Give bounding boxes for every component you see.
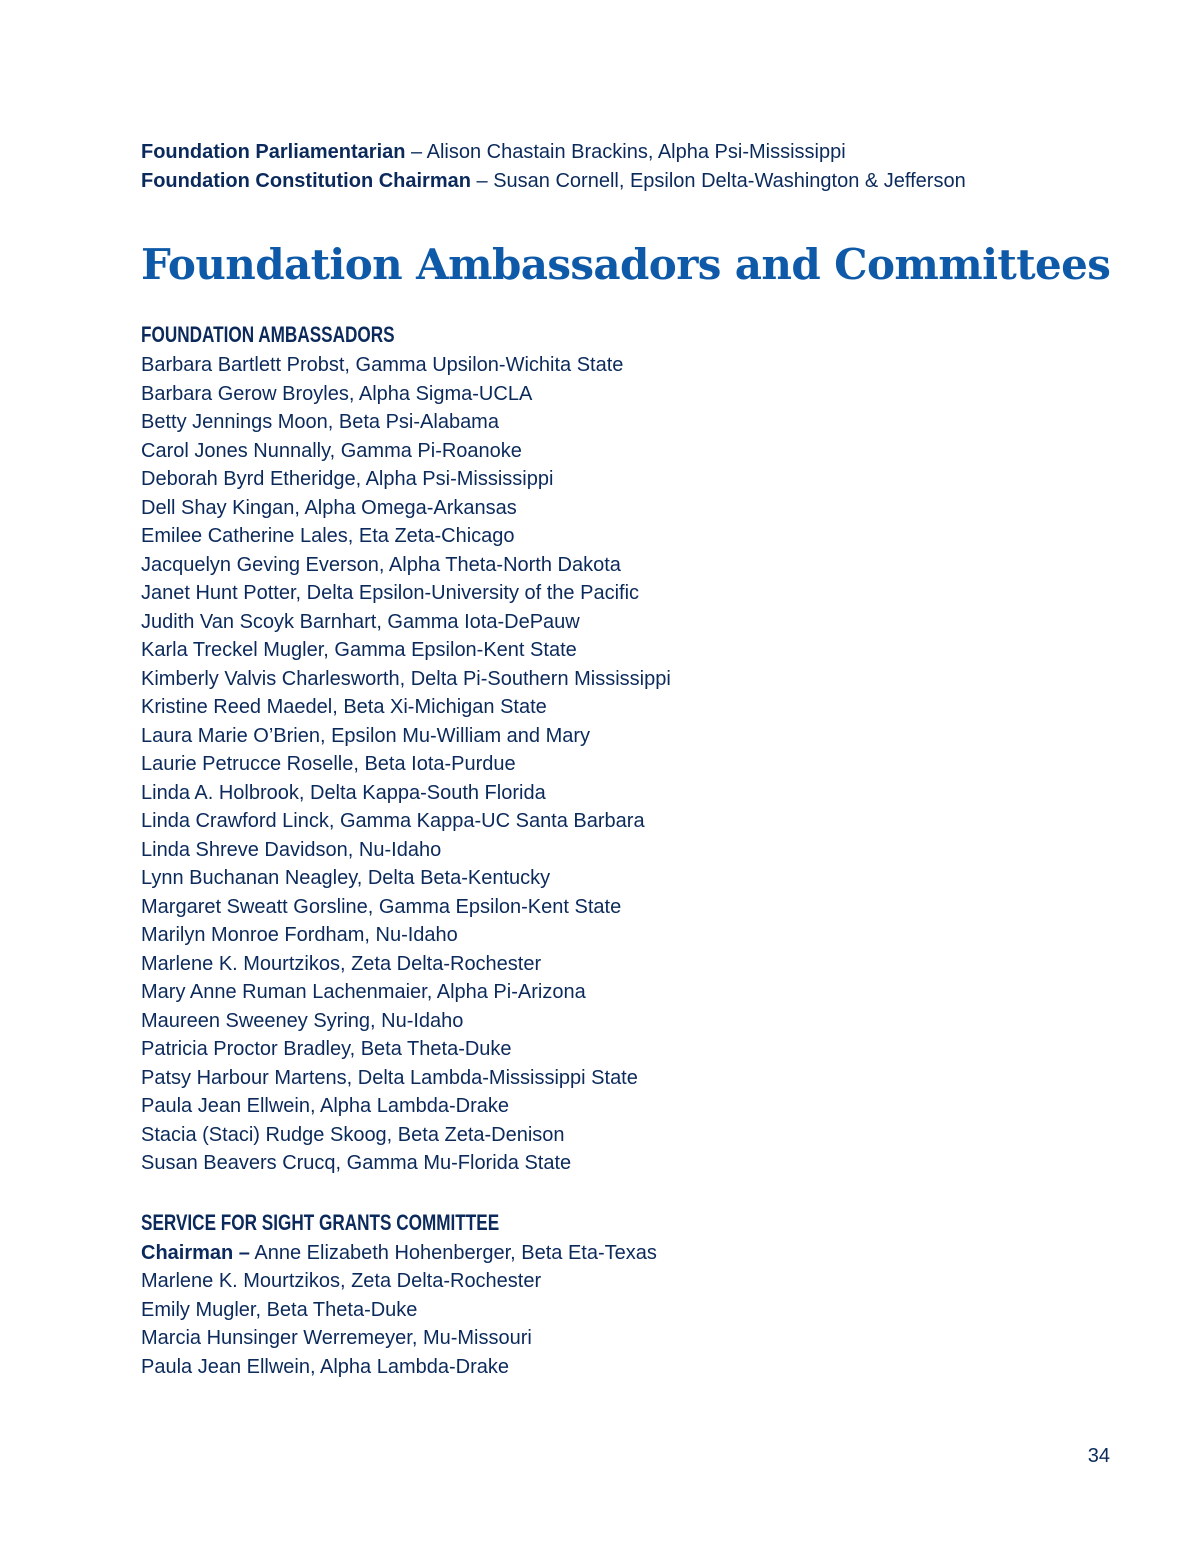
list-item: Susan Beavers Crucq, Gamma Mu-Florida State [141, 1152, 572, 1175]
officers-block [141, 138, 1131, 195]
chair-person: Anne Elizabeth Hohenberger, Beta Eta-Texas [249, 1241, 657, 1264]
list-item: Mary Anne Ruman Lachenmaier, Alpha Pi-Arizona [141, 981, 586, 1004]
officer-parliamentarian [141, 138, 1131, 167]
ambassadors-section [141, 321, 1131, 1178]
document-page [141, 138, 1131, 1381]
list-item: Dell Shay Kingan, Alpha Omega-Arkansas [141, 496, 517, 519]
list-item: Janet Hunt Potter, Delta Epsilon-University of the Pacific [141, 582, 640, 605]
committee-chair [141, 1239, 1131, 1268]
list-item: Barbara Gerow Broyles, Alpha Sigma-UCLA [141, 382, 533, 405]
list-item: Patsy Harbour Martens, Delta Lambda-Mississippi State [141, 1066, 638, 1089]
list-item: Margaret Sweatt Gorsline, Gamma Epsilon-Kent State [141, 895, 622, 918]
list-item: Emilee Catherine Lales, Eta Zeta-Chicago [141, 525, 515, 548]
officer-person: Alison Chastain Brackins, Alpha Psi-Mississippi [426, 141, 846, 163]
list-item: Laura Marie O’Brien, Epsilon Mu-William and Mary [141, 724, 591, 747]
list-item: Paula Jean Ellwein, Alpha Lambda-Drake [141, 1095, 509, 1118]
list-item: Emily Mugler, Beta Theta-Duke [141, 1298, 418, 1321]
list-item: Carol Jones Nunnally, Gamma Pi-Roanoke [141, 439, 522, 462]
page-title: Foundation Ambassadors and Committees [141, 240, 1111, 290]
list-item: Laurie Petrucce Roselle, Beta Iota-Purdue [141, 753, 516, 776]
list-item: Barbara Bartlett Probst, Gamma Upsilon-Wichita State [141, 354, 624, 377]
list-item: Lynn Buchanan Neagley, Delta Beta-Kentucky [141, 867, 551, 890]
list-item: Kristine Reed Maedel, Beta Xi-Michigan State [141, 696, 547, 719]
officer-separator: – [405, 141, 427, 163]
officer-person: Susan Cornell, Epsilon Delta-Washington & Jefferson [493, 169, 966, 192]
list-item: Linda Crawford Linck, Gamma Kappa-UC Santa Barbara [141, 810, 645, 833]
officer-role: Foundation Parliamentarian [141, 141, 406, 163]
list-item: Marcia Hunsinger Werremeyer, Mu-Missouri [141, 1327, 532, 1350]
section-heading-ambassadors: FOUNDATION AMBASSADORS [141, 322, 395, 348]
list-item: Paula Jean Ellwein, Alpha Lambda-Drake [141, 1355, 509, 1378]
list-item: Patricia Proctor Bradley, Beta Theta-Duke [141, 1038, 512, 1061]
page-number: 34 [1087, 1445, 1110, 1467]
list-item: Linda Shreve Davidson, Nu-Idaho [141, 838, 442, 861]
list-item: Maureen Sweeney Syring, Nu-Idaho [141, 1009, 464, 1032]
list-item: Marlene K. Mourtzikos, Zeta Delta-Rochester [141, 952, 542, 975]
list-item: Judith Van Scoyk Barnhart, Gamma Iota-DePauw [141, 610, 580, 633]
list-item: Jacquelyn Geving Everson, Alpha Theta-North Dakota [141, 553, 621, 576]
list-item: Linda A. Holbrook, Delta Kappa-South Florida [141, 781, 546, 804]
officer-constitution-chairman [141, 167, 1131, 196]
list-item: Kimberly Valvis Charlesworth, Delta Pi-Southern Mississippi [141, 667, 671, 690]
list-item: Marilyn Monroe Fordham, Nu-Idaho [141, 924, 458, 947]
chair-role: Chairman – [141, 1241, 250, 1264]
list-item: Betty Jennings Moon, Beta Psi-Alabama [141, 411, 499, 434]
list-item: Deborah Byrd Etheridge, Alpha Psi-Mississippi [141, 468, 554, 491]
list-item: Stacia (Staci) Rudge Skoog, Beta Zeta-Denison [141, 1123, 565, 1146]
list-item: Karla Treckel Mugler, Gamma Epsilon-Kent State [141, 639, 577, 662]
list-item: Marlene K. Mourtzikos, Zeta Delta-Rochester [141, 1270, 542, 1293]
officer-role: Foundation Constitution Chairman [141, 169, 471, 192]
grants-committee-list [141, 1239, 1131, 1382]
officer-separator: – [470, 169, 494, 192]
grants-committee-section [141, 1209, 1131, 1382]
ambassador-list [141, 351, 1131, 1178]
section-heading-grants-committee: SERVICE FOR SIGHT GRANTS COMMITTEE [141, 1209, 500, 1235]
